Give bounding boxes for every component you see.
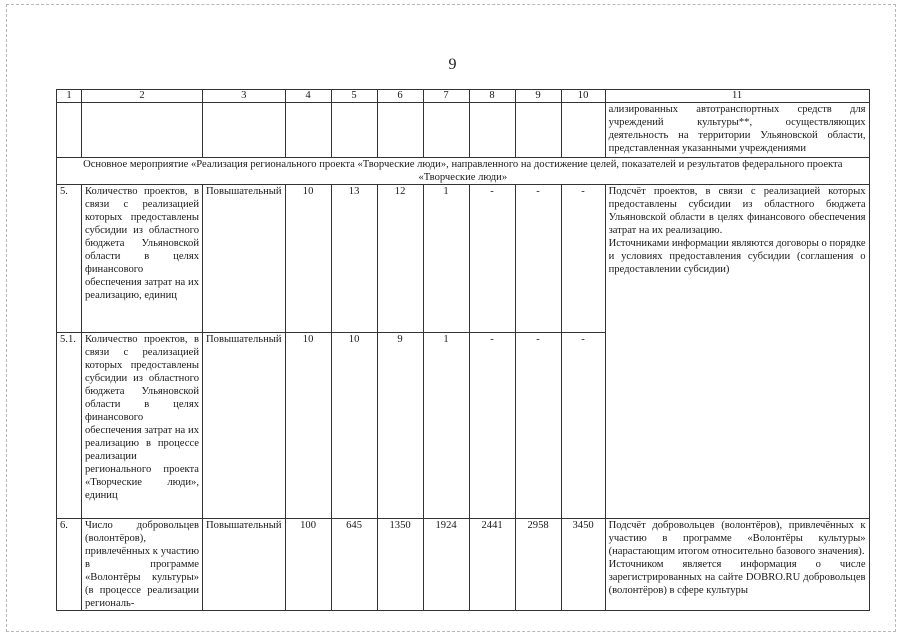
method-paragraph: Подсчёт добровольцев (волонтёров), привлечённых к участию в программе «Волонтёры культуры» (нарастающим итогом относительно базового значения).	[608, 520, 866, 557]
value-col9: 2958	[515, 519, 561, 611]
section-title: Основное мероприятие «Реализация регионального проекта «Творческие люди», направленного на достижение целей, показателей и результатов федерального проекта «Творческие люди»	[57, 158, 870, 185]
column-header: 8	[469, 90, 515, 103]
value-col9: -	[515, 185, 561, 333]
value-col9: -	[515, 333, 561, 519]
value-col5: 10	[331, 333, 377, 519]
method-source: Источником является информация о числе зарегистрированных на сайте DOBRO.RU добровольцев (волонтёров) в сфере культуры	[608, 559, 866, 596]
column-header: 6	[377, 90, 423, 103]
column-header: 2	[82, 90, 203, 103]
indicator-name: Число добровольцев (волонтёров), привлечённых к участию в программе «Волонтёры культуры» (в процессе реализации региональ-	[82, 519, 203, 611]
column-header: 4	[285, 90, 331, 103]
value-col5: 645	[331, 519, 377, 611]
value-col8: -	[469, 333, 515, 519]
row-number: 5.	[57, 185, 82, 333]
indicators-table	[56, 89, 870, 611]
column-header: 10	[561, 90, 605, 103]
value-col6: 12	[377, 185, 423, 333]
value-col5: 13	[331, 185, 377, 333]
continuation-row	[57, 103, 870, 158]
value-col7: 1	[423, 185, 469, 333]
value-col4: 10	[285, 333, 331, 519]
method-paragraph: Подсчёт проектов, в связи с реализацией которых предоставлены субсидии из областного бюджета Ульяновской области в целях финансового обеспечения затрат на их реализацию.	[608, 186, 866, 236]
method-description	[605, 185, 869, 519]
indicator-type: Повышательный	[203, 333, 286, 519]
value-col4: 10	[285, 185, 331, 333]
table-row	[57, 519, 870, 611]
column-header: 9	[515, 90, 561, 103]
indicator-name: Количество проектов, в связи с реализацией которых предоставлены субсидии из областного бюджета Ульяновской области в целях финансового обеспечения затрат на их реализацию, единиц	[82, 185, 203, 333]
row-number: 6.	[57, 519, 82, 611]
value-col8: 2441	[469, 519, 515, 611]
method-source: Источниками информации являются договоры о порядке и условиях предоставления субсидии (соглашения о предоставлении субсидии)	[608, 238, 866, 275]
column-header: 5	[331, 90, 377, 103]
column-header: 7	[423, 90, 469, 103]
continuation-text: ализированных автотранспортных средств для учреждений культуры**, осуществляющих деятельность на территории Ульяновской области, представленная указанными учреждениями	[605, 103, 869, 158]
column-number-row	[57, 90, 870, 103]
column-header: 1	[57, 90, 82, 103]
method-description	[605, 519, 869, 611]
value-col4: 100	[285, 519, 331, 611]
table-row	[57, 185, 870, 333]
indicator-name: Количество проектов, в связи с реализацией которых предоставлены субсидии из областного бюджета Ульяновской области в целях финансового обеспечения затрат на их реализацию в процессе реализации регионального проекта «Творческие люди», единиц	[82, 333, 203, 519]
value-col7: 1924	[423, 519, 469, 611]
section-row	[57, 158, 870, 185]
value-col7: 1	[423, 333, 469, 519]
value-col10: -	[561, 185, 605, 333]
indicator-type: Повышательный	[203, 519, 286, 611]
value-col6: 1350	[377, 519, 423, 611]
column-header: 3	[203, 90, 286, 103]
value-col10: -	[561, 333, 605, 519]
value-col8: -	[469, 185, 515, 333]
column-header: 11	[605, 90, 869, 103]
page-number: 9	[448, 56, 457, 73]
row-number: 5.1.	[57, 333, 82, 519]
value-col10: 3450	[561, 519, 605, 611]
value-col6: 9	[377, 333, 423, 519]
indicator-type: Повышательный	[203, 185, 286, 333]
